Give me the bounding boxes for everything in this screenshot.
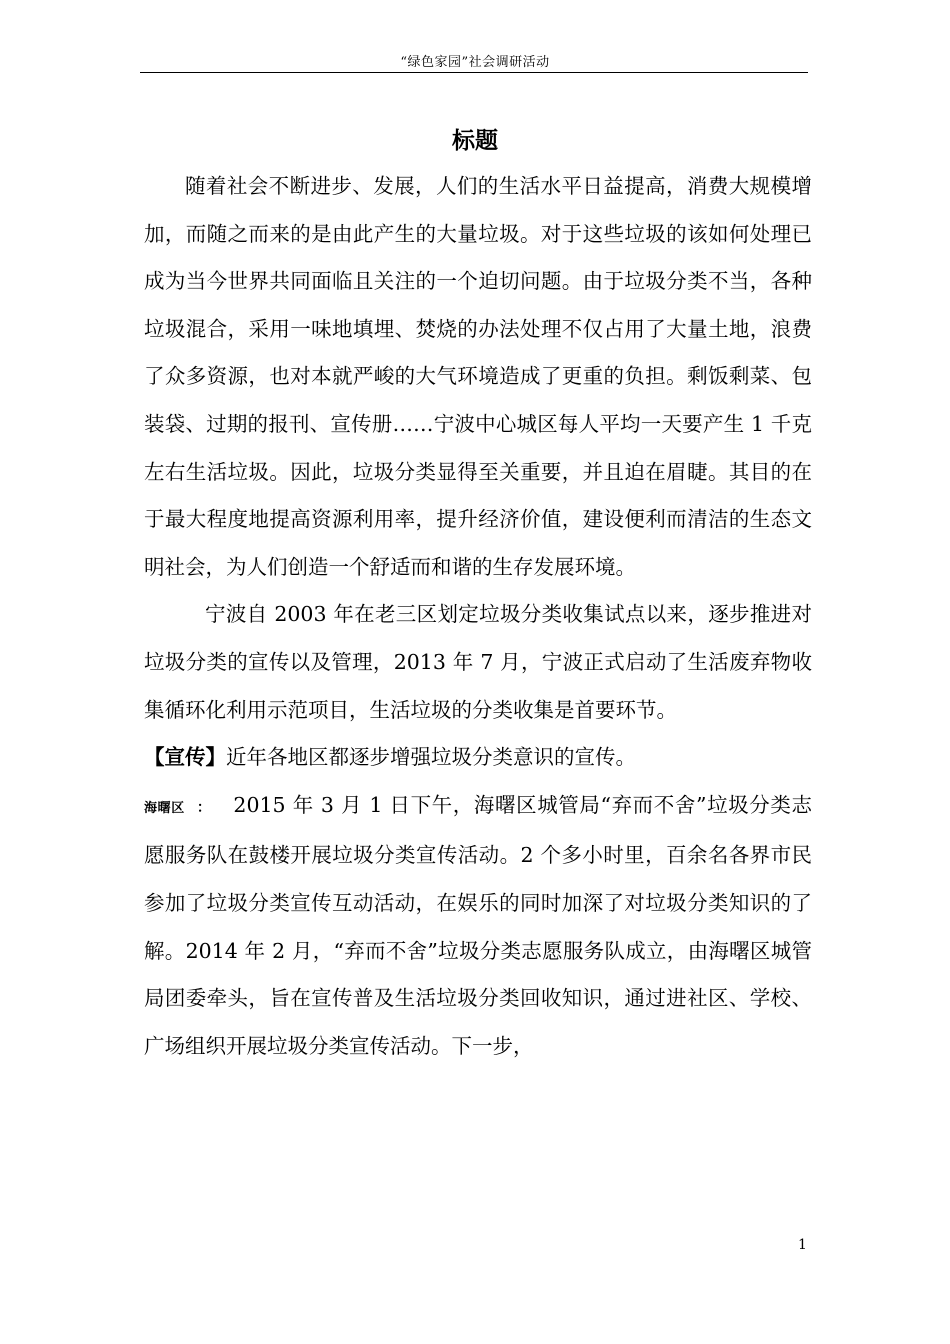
header-divider xyxy=(140,72,808,73)
publicity-label: 【宣传】 xyxy=(144,745,226,770)
document-title: 标题 xyxy=(452,128,498,154)
paragraph-intro: 随着社会不断进步、发展，人们的生活水平日益提高，消费大规模增加，而随之而来的是由此产生的大量垃圾。对于这些垃圾的该如何处理已成为当今世界共同面临且关注的一个迫切问题。由于垃圾分类不当，各种垃圾混合，采用一味地填埋、焚烧的办法处理不仅占用了大量土地，浪费了众多资源，也对本就严峻的大气环境造成了更重的负担。剩饭剩菜、包装袋、过期的报刊、宣传册……宁波中心城区每人平均一天要产生 1 千克左右生活垃圾。因此，垃圾分类显得至关重要，并且迫在眉睫。其目的在于最大程度地提高资源利用率，提升经济价值，建设便利而清洁的生态文明社会，为人们创造一个舒适而和谐的生存发展环境。 xyxy=(144,174,812,579)
paragraph-haishu xyxy=(144,782,812,1071)
running-header: “绿色家园”社会调研活动 xyxy=(400,55,550,70)
publicity-text: 近年各地区都逐步增强垃圾分类意识的宣传。 xyxy=(226,745,636,770)
district-colon: ： xyxy=(196,799,212,816)
document-body xyxy=(144,163,812,1070)
paragraph-ningbo: 宁波自 2003 年在老三区划定垃圾分类收集试点以来，逐步推进对垃圾分类的宣传以及管理，2013 年 7 月，宁波正式启动了生活废弃物收集循环化利用示范项目，生活垃圾的分类收集是首要环节。 xyxy=(144,602,812,722)
district-label: 海曙区 xyxy=(144,800,185,816)
page-number: 1 xyxy=(798,1237,807,1253)
paragraph-publicity xyxy=(144,734,812,782)
haishu-text: 2015 年 3 月 1 日下午，海曙区城管局“弃而不舍”垃圾分类志愿服务队在鼓楼开展垃圾分类宣传活动。2 个多小时里，百余名各界市民参加了垃圾分类宣传互动活动，在娱乐的同时加深了对垃圾分类知识的了解。2014 年 2 月，“弃而不舍”垃圾分类志愿服务队成立，由海曙区城管局团委牵头，旨在宣传普及生活垃圾分类回收知识，通过进社区、学校、广场组织开展垃圾分类宣传活动。下一步， xyxy=(144,792,812,1058)
